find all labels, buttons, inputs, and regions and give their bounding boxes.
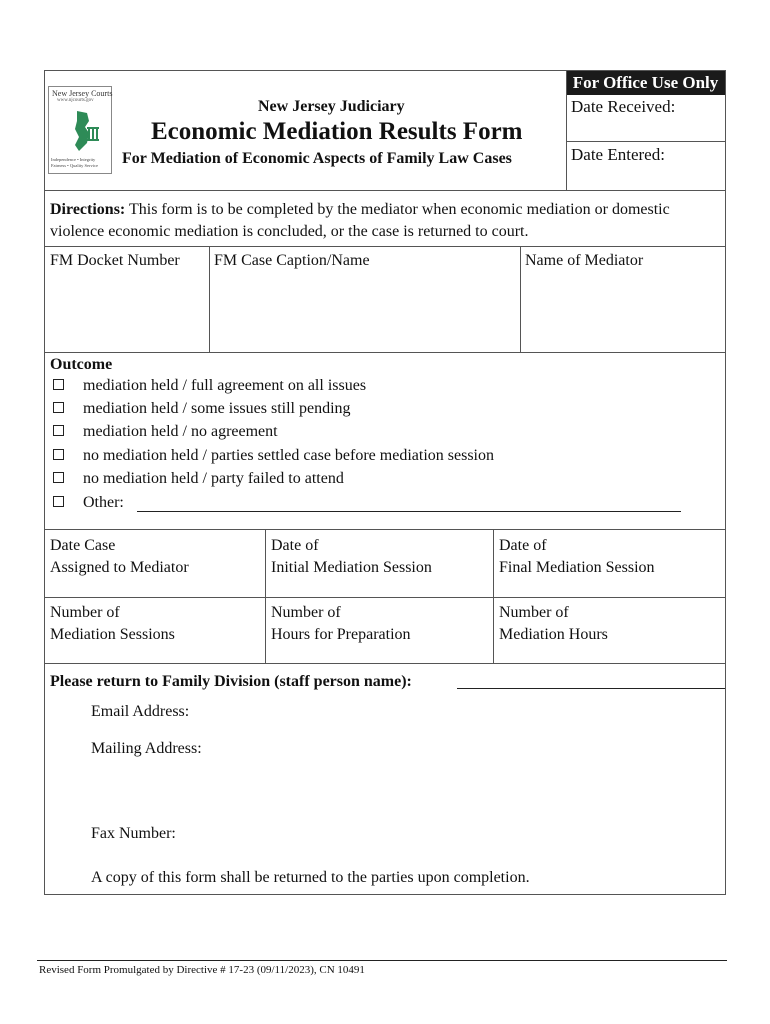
mediator-name-field[interactable]: Name of Mediator [525,252,644,269]
mediation-hours-label-2: Mediation Hours [499,626,608,643]
outcome-checkbox[interactable] [53,402,64,413]
logo-title: New Jersey Courts [52,89,113,98]
return-label: Please return to Family Division (staff person name): [50,673,412,690]
outcome-other-input[interactable] [137,511,681,512]
directions-line1: This form is to be completed by the mediator when economic mediation or domestic [128,201,670,218]
mediation-hours-label-1: Number of [499,604,569,621]
logo-url: www.njcourts.gov [57,98,94,103]
outcome-option-label: mediation held / some issues still pending [83,400,351,417]
prep-hours-label-2: Hours for Preparation [271,626,411,643]
date-assigned-label-1: Date Case [50,537,116,554]
date-final-label-1: Date of [499,537,547,554]
directions [50,200,670,219]
outcome-checkbox[interactable] [53,496,64,507]
outcome-option-label: mediation held / no agreement [83,423,278,440]
directions-line2: violence economic mediation is concluded, or the case is returned to court. [50,223,529,240]
sessions-label-1: Number of [50,604,120,621]
outcome-heading: Outcome [50,356,113,373]
fm-docket-number-field[interactable]: FM Docket Number [50,252,180,269]
date-initial-label-2: Initial Mediation Session [271,559,432,576]
prep-hours-label-1: Number of [271,604,341,621]
date-assigned-label-2: Assigned to Mediator [50,559,189,576]
fax-number-label: Fax Number: [91,825,176,842]
date-entered-field[interactable]: Date Entered: [571,145,665,164]
outcome-checkbox[interactable] [53,425,64,436]
date-final-label-2: Final Mediation Session [499,559,655,576]
email-address-label: Email Address: [91,703,190,720]
logo-motto: Independence • Integrity Fairness • Quality Service [51,157,98,168]
copy-note: A copy of this form shall be returned to the parties upon completion. [91,869,530,886]
outcome-option-label: no mediation held / party failed to attend [83,470,344,487]
directions-label: Directions: [50,201,126,218]
sessions-label-2: Mediation Sessions [50,626,175,643]
fm-case-caption-field[interactable]: FM Case Caption/Name [214,252,370,269]
page-subtitle: For Mediation of Economic Aspects of Family Law Cases [122,150,512,167]
outcome-checkbox[interactable] [53,379,64,390]
staff-name-input[interactable] [457,688,725,689]
nj-state-icon [63,109,103,153]
outcome-option-label: no mediation held / parties settled case before mediation session [83,447,494,464]
mailing-address-label: Mailing Address: [91,740,202,757]
footer-text: Revised Form Promulgated by Directive # 17-23 (09/11/2023), CN 10491 [39,964,365,976]
office-use-heading: For Office Use Only [566,71,725,95]
outcome-other-label: Other: [83,494,124,511]
outcome-option-label: mediation held / full agreement on all issues [83,377,367,394]
outcome-checkbox[interactable] [53,472,64,483]
date-received-field[interactable]: Date Received: [571,97,676,116]
outcome-checkbox[interactable] [53,449,64,460]
org-name: New Jersey Judiciary [258,98,405,115]
page-title: Economic Mediation Results Form [151,118,523,145]
date-initial-label-1: Date of [271,537,319,554]
nj-courts-logo [48,86,112,174]
